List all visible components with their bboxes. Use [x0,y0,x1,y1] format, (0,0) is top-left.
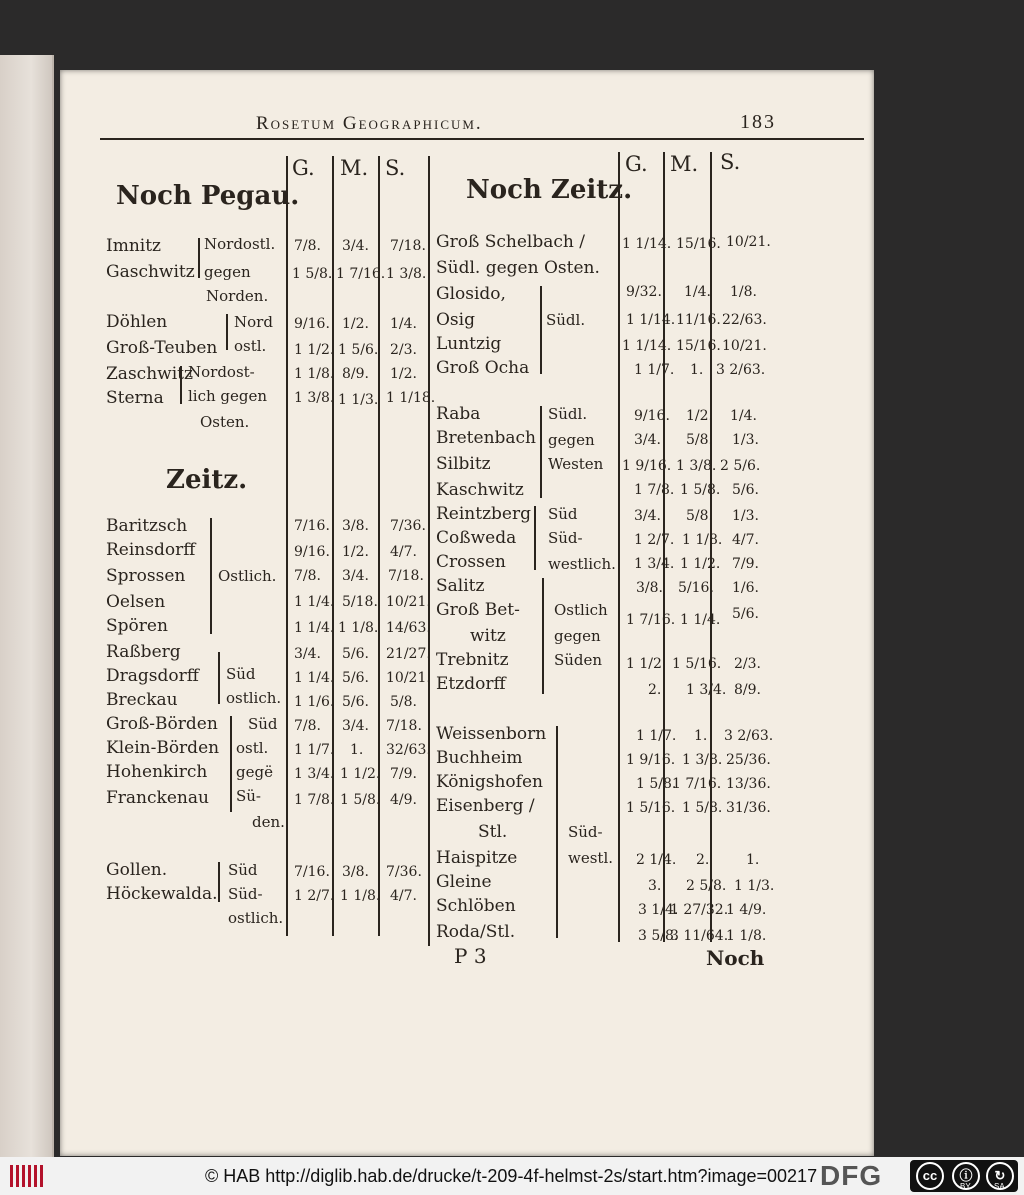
place-name: Raba [436,404,481,424]
brace [230,716,232,812]
value-s: 10/21. [726,234,771,250]
previous-page-edge [0,55,54,1157]
section-title-zeitz: Zeitz. [166,465,248,495]
by-icon: ⓘ [952,1162,980,1190]
value-s: 1 1/18. [386,390,436,406]
value-m: 15/16. [676,338,721,354]
direction-label: Süd- [548,529,583,547]
value-s: 2/3. [734,656,761,672]
value-s: 1/3. [732,432,759,448]
value-m: 1 5/8. [340,792,381,808]
value-g: 1 7/16. [626,612,676,628]
place-name: Gleine [436,872,492,892]
direction-label: Süd [548,505,578,523]
value-g: 1 3/4. [294,766,335,782]
value-m: 3/4. [342,718,369,734]
cc-license-badge[interactable] [910,1160,1018,1192]
header-rule [100,138,864,140]
brace [534,506,536,570]
place-name: Bretenbach [436,428,537,448]
direction-label: ostlich. [226,689,282,707]
value-s: 3 2/63. [716,362,766,378]
value-m: 1 1/8. [682,532,723,548]
value-m: 1 1/2. [680,556,721,572]
value-g: 7/16. [294,518,330,534]
place-name: Groß-Börden [106,714,218,734]
value-m: 1 5/6. [338,342,379,358]
col-head-s-right: S. [720,150,741,174]
viewer-footer [0,1157,1024,1195]
place-name: witz [470,626,506,646]
place-name: Etzdorff [436,674,506,694]
place-name: Groß-Teuben [106,338,218,358]
value-g: 1 7/8. [634,482,675,498]
value-m: 3/4. [342,238,369,254]
value-m: 1 1/8. [338,620,379,636]
place-name: Hohenkirch [106,762,208,782]
value-g: 7/8. [294,718,321,734]
direction-label: Westen [548,455,604,473]
value-g: 1 1/4. [294,594,335,610]
place-name: Gaschwitz [106,262,195,282]
value-s: 7/36. [386,864,422,880]
direction-label: Ostlich [554,601,608,619]
value-m: 5/6. [342,670,369,686]
place-name: Höckewalda. [106,884,218,904]
value-m: 5/18. [342,594,378,610]
direction-label: ostl. [236,739,269,757]
value-g: 9/16. [294,544,330,560]
place-name: Sterna [106,388,164,408]
cc-icon: cc [916,1162,944,1190]
direction-label: gegë [236,763,273,781]
value-m: 1 5/16. [672,656,722,672]
value-g: 1 1/14. [622,236,672,252]
rule-right-1 [618,152,620,942]
direction-label: gegen [204,263,251,281]
value-s: 1/2. [390,366,417,382]
value-m: 1 5/8. [680,482,721,498]
value-m: 1/2. [686,408,713,424]
value-g: 1 1/14. [622,338,672,354]
running-header: Rosetum Geographicum. [256,113,483,134]
direction-label: ostlich. [228,909,284,927]
value-g: 1 7/8. [294,792,335,808]
value-m: 1 7/16. [336,266,386,282]
place-name: Eisenberg / [436,796,535,816]
place-name: Crossen [436,552,506,572]
place-name: Weissenborn [436,724,547,744]
value-g: 3 1/4. [638,902,679,918]
place-name: Breckau [106,690,178,710]
value-g: 1 9/16. [626,752,676,768]
value-s: 4/7. [390,544,417,560]
value-m: 1 1/2. [340,766,381,782]
brace [540,406,542,498]
value-g: 9/16. [634,408,670,424]
value-s: 22/63. [722,312,767,328]
value-s: 5/6. [732,606,759,622]
sa-icon: ↻ [986,1162,1014,1190]
page-number: 183 [740,111,776,133]
direction-label: gegen [548,431,595,449]
direction-label: Nordostl. [204,235,276,253]
value-m: 8/9. [342,366,369,382]
place-name: Kaschwitz [436,480,524,500]
value-g: 1 1/8. [294,366,335,382]
value-s: 1/3. [732,508,759,524]
value-g: 7/8. [294,568,321,584]
sa-label: SA [994,1182,1005,1191]
value-m: 5/6. [342,646,369,662]
direction-label: Osten. [200,413,250,431]
col-head-m-right: M. [670,152,699,176]
value-s: 4/7. [390,888,417,904]
value-s: 7/18. [388,568,424,584]
value-g: 2. [648,682,662,698]
place-name: Königshofen [436,772,543,792]
value-g: 3 5/8. [638,928,679,944]
value-s: 32/63. [386,742,431,758]
value-s: 1/8. [730,284,757,300]
value-m: 1. [350,742,364,758]
brace [218,862,220,902]
value-s: 5/8. [390,694,417,710]
direction-label: westl. [568,849,614,867]
direction-label: Südl. [548,405,588,423]
value-g: 3/4. [634,508,661,524]
brace [180,366,182,404]
value-m: 5/16. [678,580,714,596]
value-m: 3/4. [342,568,369,584]
by-label: BY [960,1182,971,1191]
value-g: 1 1/4. [294,670,335,686]
section-title-pegau: Noch Pegau. [116,181,300,211]
value-m: 1 1/8. [340,888,381,904]
value-m: 5/8. [686,432,713,448]
signature-mark: P 3 [454,944,487,968]
direction-label: Nord [234,313,273,331]
brace [556,726,558,938]
direction-label: ostl. [234,337,267,355]
place-name: Zaschwitz [106,364,193,384]
place-name: Klein-Börden [106,738,220,758]
value-g: 1 1/14. [626,312,676,328]
value-g: 1 1/6. [294,694,335,710]
brace [540,286,542,374]
value-s: 5/6. [732,482,759,498]
book-page [60,70,874,1156]
value-s: 10/21. [722,338,767,354]
col-head-g-left: G. [292,156,315,180]
place-name: Dragsdorff [106,666,199,686]
value-m: 3 11/64. [670,928,729,944]
value-m: 11/16. [676,312,721,328]
value-g: 3. [648,878,662,894]
value-s: 1/6. [732,580,759,596]
value-s: 4/7. [732,532,759,548]
place-name: Baritzsch [106,516,188,536]
value-s: 1. [746,852,760,868]
place-name: Roda/Stl. [436,922,516,942]
dfg-logo: DFG [820,1160,883,1191]
value-s: 2 5/6. [720,458,761,474]
library-logo-icon [6,1161,46,1191]
value-g: 9/32. [626,284,662,300]
value-g: 1 2/7. [634,532,675,548]
value-m: 3/8. [342,518,369,534]
direction-label: Süd [248,715,278,733]
value-g: 1 1/7. [636,728,677,744]
place-name: Trebnitz [436,650,509,670]
col-head-m-left: M. [340,156,369,180]
place-name: Oelsen [106,592,166,612]
direction-label: Norden. [206,287,269,305]
place-name: Groß Bet- [436,600,520,620]
value-m: 1. [694,728,708,744]
direction-label: Süd- [568,823,603,841]
value-g: 1 5/8. [636,776,677,792]
direction-label: Süd- [228,885,263,903]
value-g: 1 3/8. [294,390,335,406]
value-m: 1 5/8. [682,800,723,816]
value-s: 10/21. [386,594,431,610]
value-s: 25/36. [726,752,771,768]
value-g: 7/8. [294,238,321,254]
place-name: Reintzberg [436,504,531,524]
brace [226,314,228,350]
value-s: 1/4. [390,316,417,332]
direction-label: gegen [554,627,601,645]
rule-center [428,156,430,946]
direction-label: Nordost- [188,363,255,381]
place-name: Osig [436,310,475,330]
value-g: 3/4. [634,432,661,448]
value-m: 1 27/32. [670,902,729,918]
place-name: Gollen. [106,860,168,880]
value-m: 5/8. [686,508,713,524]
value-g: 1 5/16. [626,800,676,816]
value-s: 1/4. [730,408,757,424]
place-name: Schlöben [436,896,516,916]
value-s: 1 1/3. [734,878,775,894]
value-g: 1 1/7. [634,362,675,378]
value-s: 21/27. [386,646,431,662]
brace [218,652,220,704]
brace [198,238,200,278]
value-m: 1 1/4. [680,612,721,628]
value-g: 1 2/7. [294,888,335,904]
value-g: 2 1/4. [636,852,677,868]
value-m: 1. [690,362,704,378]
value-g: 1 1/7. [294,742,335,758]
place-name: Döhlen [106,312,168,332]
value-m: 2 5/8. [686,878,727,894]
value-s: 4/9. [390,792,417,808]
direction-label: den. [252,813,285,831]
value-g: 1 1/2. [626,656,667,672]
value-m: 1 7/16. [672,776,722,792]
value-m: 1 3/4. [686,682,727,698]
value-s: 1 4/9. [726,902,767,918]
place-name: Spören [106,616,168,636]
value-s: 1 3/8. [386,266,427,282]
direction-label: Süd [228,861,258,879]
section-title-noch-zeitz: Noch Zeitz. [466,175,633,205]
place-name: Groß Ocha [436,358,530,378]
direction-label: lich gegen [188,387,268,405]
place-name: Reinsdorff [106,540,196,560]
value-s: 7/18. [386,718,422,734]
place-name: Franckenau [106,788,209,808]
value-m: 2. [696,852,710,868]
place-name: Luntzig [436,334,502,354]
value-g: 3/4. [294,646,321,662]
catchword: Noch [706,946,765,970]
value-s: 2/3. [390,342,417,358]
place-name: Groß Schelbach / [436,232,585,252]
value-g: 1 1/4. [294,620,335,636]
value-m: 1/2. [342,316,369,332]
value-m: 1 1/3. [338,392,379,408]
place-name: Haispitze [436,848,518,868]
place-name: Coßweda [436,528,517,548]
value-s: 1 1/8. [726,928,767,944]
value-g: 1 1/2. [294,342,335,358]
place-name: Silbitz [436,454,491,474]
value-m: 1/4. [684,284,711,300]
value-g: 1 3/4. [634,556,675,572]
value-s: 8/9. [734,682,761,698]
value-s: 14/63. [386,620,431,636]
direction-label: Sü- [236,787,262,805]
value-g: 1 5/8. [292,266,333,282]
value-m: 3/8. [342,864,369,880]
value-s: 7/36. [390,518,426,534]
brace [210,518,212,634]
direction-label: Ostlich. [218,567,277,585]
value-s: 13/36. [726,776,771,792]
value-m: 1/2. [342,544,369,560]
col-head-s-left: S. [385,156,406,180]
place-name: Sprossen [106,566,186,586]
value-g: 7/16. [294,864,330,880]
place-name: Stl. [478,822,508,842]
value-s: 10/21. [386,670,431,686]
value-s: 7/18. [390,238,426,254]
rule-left-1 [286,156,288,936]
value-s: 7/9. [732,556,759,572]
value-s: 31/36. [726,800,771,816]
value-g: 1 9/16. [622,458,672,474]
value-m: 5/6. [342,694,369,710]
value-s: 7/9. [390,766,417,782]
value-g: 3/8. [636,580,663,596]
place-name: Glosido, [436,284,506,304]
place-name: Salitz [436,576,485,596]
place-name: Raßberg [106,642,181,662]
value-m: 1 3/8. [676,458,717,474]
source-url[interactable]: © HAB http://diglib.hab.de/drucke/t-209-4f-helmst-2s/start.htm?image=00217 [205,1166,818,1186]
value-s: 3 2/63. [724,728,774,744]
col-head-g-right: G. [625,152,648,176]
direction-label: Süden [554,651,603,669]
place-name: Imnitz [106,236,162,256]
place-name: Buchheim [436,748,523,768]
direction-label: Südl. [546,311,586,329]
value-g: 9/16. [294,316,330,332]
place-name: Südl. gegen Osten. [436,258,600,278]
value-m: 1 3/8. [682,752,723,768]
brace [542,578,544,694]
value-m: 15/16. [676,236,721,252]
direction-label: westlich. [548,555,616,573]
direction-label: Süd [226,665,256,683]
